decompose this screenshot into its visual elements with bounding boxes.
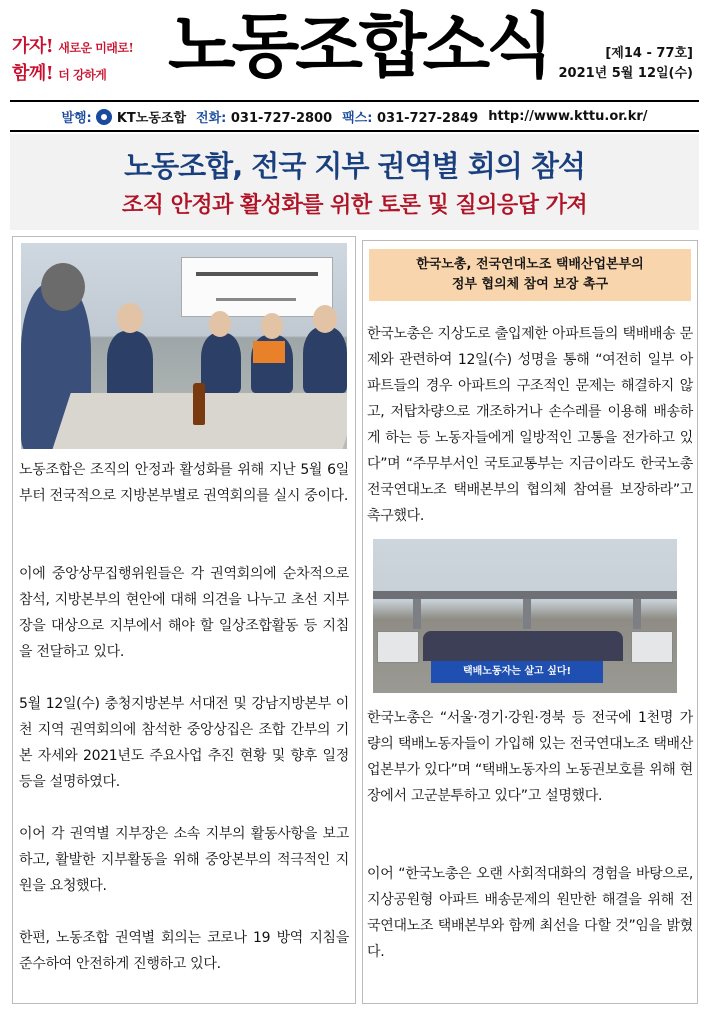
right-paragraph: 한국노총은 “서울·경기·강원·경북 등 전국에 1천명 가량의 택배노동자들이 가입해 있는 전국연대노조 택배산업본부가 있다”며 “택배노동자의 노동권보호를 위해 현장에서 고군분투하고 있다”고 설명했다. xyxy=(367,710,693,804)
left-article xyxy=(12,236,356,1004)
right-paragraph: 이어 “한국노총은 오랜 사회적대화의 경험을 바탕으로, 지상공원형 아파트 배송문제의 원만한 해결을 위해 전국연대노조 택배본부와 함께 최선을 다할 것”임을 밝혔다. xyxy=(367,866,693,960)
delivery-truck xyxy=(377,631,419,663)
person-head xyxy=(209,311,231,337)
phone-label: 전화: xyxy=(196,110,227,126)
phone-info xyxy=(196,107,332,126)
top-divider xyxy=(10,100,699,102)
slogan-line-1 xyxy=(12,34,152,61)
kt-union-logo-icon xyxy=(96,109,112,125)
fax-label: 팩스: xyxy=(342,110,373,126)
publisher-label: 발행: xyxy=(61,110,92,126)
mid-divider xyxy=(10,130,699,132)
rally-photo xyxy=(373,539,677,693)
snack-box xyxy=(253,341,285,363)
left-paragraph: 이어 각 권역별 지부장은 소속 지부의 활동사항을 보고하고, 활발한 지부활동을 위해 중앙본부의 적극적인 지원을 요청했다. xyxy=(19,826,349,894)
left-paragraph: 5월 12일(수) 충청지방본부 서대전 및 강남지방본부 이천 지역 권역회의에 참석한 중앙상집은 조합 간부의 기본 자세와 2021년도 주요사업 추진 현황 및 향후 일정 등을 설명하였다. xyxy=(19,696,349,790)
slogan xyxy=(12,34,152,88)
bridge-pillar xyxy=(413,599,421,629)
phone-number: 031-727-2800 xyxy=(230,110,333,126)
drink-bottle xyxy=(193,383,205,425)
person-head xyxy=(41,263,85,311)
bridge-deck xyxy=(373,591,677,599)
issue-number: [제14 - 77호] xyxy=(605,46,693,61)
slogan-line-2 xyxy=(12,61,152,88)
left-paragraph: 이에 중앙상무집행위원들은 각 권역회의에 순차적으로 참석, 지방본부의 현안에 대해 의견을 나누고 초선 지부장을 대상으로 지부에서 해야 할 일상조합활동 등 지침을 전달하고 있다. xyxy=(19,566,349,660)
issue-info xyxy=(559,44,694,84)
right-article xyxy=(362,240,698,1004)
right-title-line2: 정부 협의체 참여 보장 촉구 xyxy=(451,277,609,292)
slogan-word: 함께! xyxy=(12,63,54,84)
publisher-bar xyxy=(10,104,699,128)
meeting-banner-sign xyxy=(181,257,333,317)
protest-crowd xyxy=(423,631,623,661)
website-link[interactable]: http://www.kttu.or.kr/ xyxy=(488,108,648,124)
publisher-name: KT노동조합 xyxy=(116,110,187,126)
person-head xyxy=(313,305,337,333)
meeting-photo xyxy=(21,243,347,449)
left-paragraph: 노동조합은 조직의 안정과 활성화를 위해 지난 5월 6일부터 전국적으로 지방본부별로 권역회의를 실시 중이다. xyxy=(19,462,349,504)
slogan-word: 가자! xyxy=(12,36,54,57)
person-head xyxy=(117,303,143,333)
protest-banner: 택배노동자는 살고 싶다! xyxy=(431,661,603,683)
person-figure xyxy=(303,327,347,393)
headline-subtitle: 조직 안정과 활성화를 위한 토론 및 질의응답 가져 xyxy=(121,193,588,218)
person-head xyxy=(261,313,283,339)
left-paragraph: 한편, 노동조합 권역별 회의는 코로나 19 방역 지침을 준수하여 안전하게 진행하고 있다. xyxy=(19,930,349,972)
bridge-pillar xyxy=(523,599,531,629)
slogan-phrase: 더 강하게 xyxy=(58,68,107,82)
right-title-line1: 한국노총, 전국연대노조 택배산업본부의 xyxy=(416,257,644,272)
delivery-truck xyxy=(631,631,673,663)
masthead-title: 노동조합소식 xyxy=(168,5,550,87)
headline-title: 노동조합, 전국 지부 권역별 회의 참석 xyxy=(124,149,585,183)
person-figure xyxy=(107,331,153,401)
publisher-info xyxy=(61,107,186,126)
fax-info xyxy=(342,107,478,126)
bridge-pillar xyxy=(633,599,641,629)
headline-block xyxy=(10,134,699,230)
person-figure xyxy=(201,333,241,393)
right-article-title xyxy=(369,249,691,301)
slogan-phrase: 새로운 미래로! xyxy=(58,41,134,55)
issue-date: 2021년 5월 12일(수) xyxy=(558,66,693,81)
right-paragraph: 한국노총은 지상도로 출입제한 아파트들의 택배배송 문제와 관련하여 12일(수) 성명을 통해 “여전히 일부 아파트들의 경우 아파트의 구조적인 문제는 해결하지 않고, 저탑차량으로 개조하거나 손수레를 이용해 배송하게 하는 등 노동자들에게 일방적인 고통을 전가하고 있다”며 “주무부서인 국토교통부는 지금이라도 한국노총 전국연대노조 택배본부의 협의체 참여를 보장하라”고 촉구했다. xyxy=(367,326,693,524)
fax-number: 031-727-2849 xyxy=(376,110,479,126)
